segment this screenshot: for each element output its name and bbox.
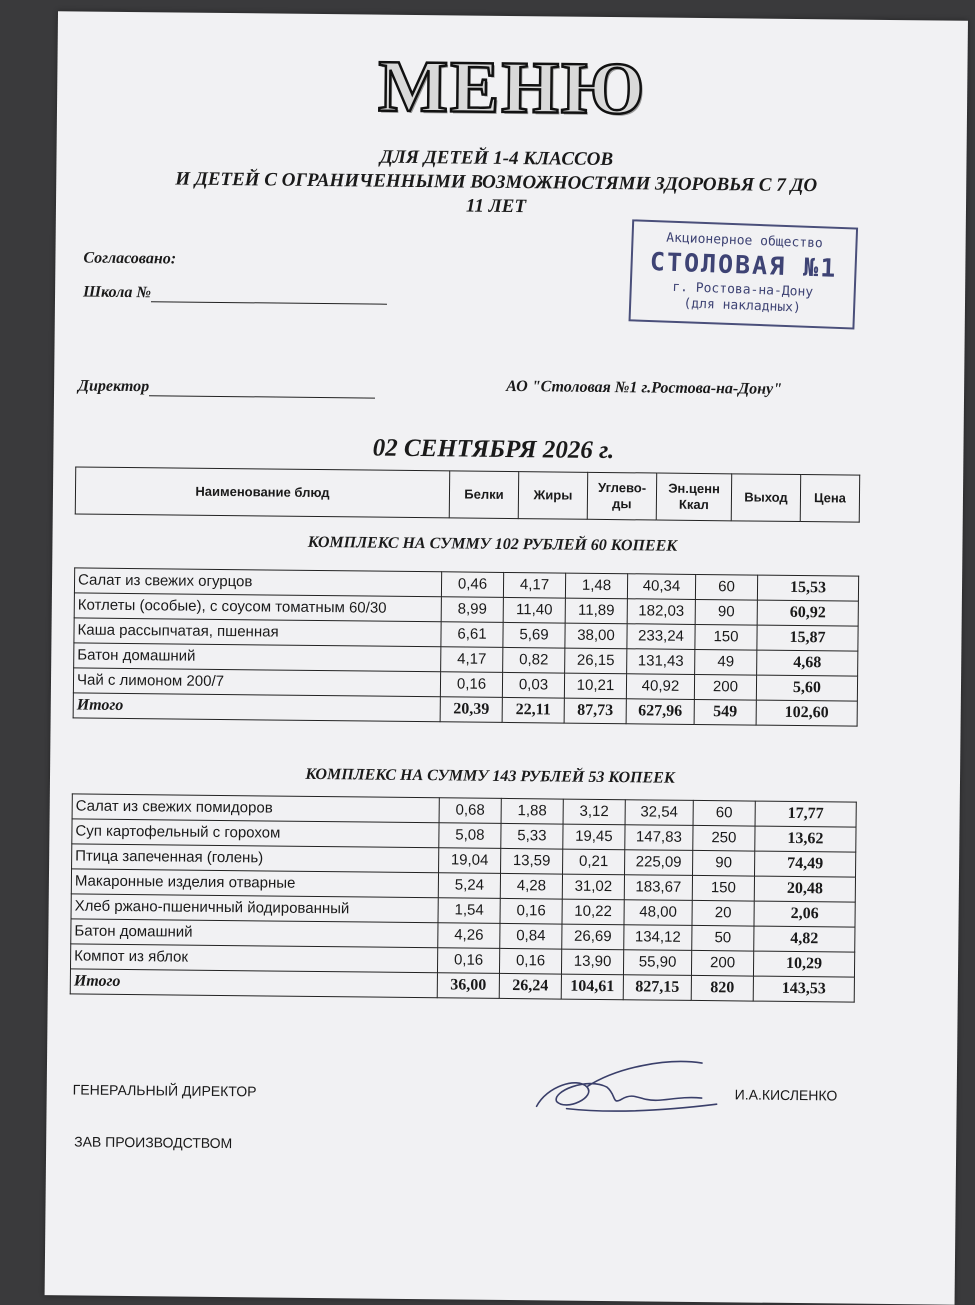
yield-cell: 90 (695, 599, 757, 625)
approved-label: Согласовано: (83, 249, 177, 268)
complex-2-title: КОМПЛЕКС НА СУММУ 143 РУБЛЕЙ 53 КОПЕЕК (305, 765, 675, 787)
stamp-line-4: (для накладных) (683, 296, 802, 316)
price-cell: 60,92 (757, 600, 858, 626)
dish-name-cell: Хлеб ржано-пшеничный йодированный (71, 894, 438, 923)
dish-name-cell: Суп картофельный с горохом (72, 819, 439, 848)
protein-cell: 4,26 (438, 923, 500, 949)
energy-cell: 182,03 (627, 599, 695, 625)
dish-name-cell: Салат из свежих огурцов (74, 568, 441, 597)
carbs-cell: 10,21 (564, 673, 626, 699)
yield-cell: 60 (693, 800, 755, 826)
energy-cell: 147,83 (625, 825, 693, 851)
price-cell: 102,60 (756, 700, 857, 726)
protein-cell: 6,61 (441, 622, 503, 648)
signature-stroke (537, 1060, 718, 1112)
protein-cell: 5,24 (438, 873, 500, 899)
price-cell: 20,48 (754, 876, 855, 902)
fat-cell: 5,33 (501, 823, 563, 849)
dish-name-cell: Чай с лимоном 200/7 (73, 668, 440, 697)
price-cell: 4,68 (757, 650, 858, 676)
stamp-line-2: СТОЛОВАЯ №1 (649, 247, 838, 283)
price-cell: 2,06 (754, 901, 855, 927)
col-protein: Белки (449, 471, 518, 519)
dish-name-cell: Макаронные изделия отварные (71, 869, 438, 898)
carbs-cell: 10,22 (562, 899, 624, 925)
fat-cell: 0,82 (503, 647, 565, 673)
protein-cell: 0,68 (439, 798, 501, 824)
director-label: Директор (78, 377, 150, 396)
price-cell: 143,53 (753, 976, 854, 1002)
director-blank-line (149, 395, 375, 398)
energy-cell: 55,90 (623, 950, 691, 976)
yield-cell: 90 (693, 850, 755, 876)
school-field (83, 284, 387, 305)
carbs-cell: 0,21 (563, 849, 625, 875)
dish-name-cell: Итого (70, 969, 437, 998)
price-cell: 5,60 (756, 675, 857, 701)
carbs-cell: 3,12 (563, 799, 625, 825)
energy-cell: 40,34 (627, 574, 695, 600)
dish-name-cell: Каша рассыпчатая, пшенная (74, 618, 441, 647)
complex-1-title: КОМПЛЕКС НА СУММУ 102 РУБЛЕЙ 60 КОПЕЕК (307, 533, 678, 555)
subtitle-line-1: ДЛЯ ДЕТЕЙ 1-4 КЛАССОВ (379, 146, 614, 171)
col-fat: Жиры (518, 472, 587, 520)
price-cell: 4,82 (754, 926, 855, 952)
yield-cell: 200 (691, 950, 753, 976)
complex-2-table (70, 793, 857, 1002)
company-line: АО "Столовая №1 г.Ростова-на-Дону" (506, 377, 783, 398)
carbs-cell: 26,15 (565, 648, 627, 674)
carbs-cell: 13,90 (561, 949, 623, 975)
yield-cell: 549 (694, 699, 756, 725)
protein-cell: 1,54 (438, 898, 500, 924)
director-field (78, 377, 375, 398)
production-head-label: ЗАВ ПРОИЗВОДСТВОМ (74, 1133, 233, 1152)
fat-cell: 4,28 (500, 873, 562, 899)
col-carbs (587, 472, 656, 520)
fat-cell: 11,40 (503, 597, 565, 623)
protein-cell: 4,17 (441, 647, 503, 673)
dish-name-cell: Батон домашний (74, 643, 441, 672)
protein-cell: 8,99 (441, 597, 503, 623)
protein-cell: 5,08 (439, 823, 501, 849)
dish-name-cell: Итого (73, 693, 440, 722)
price-cell: 13,62 (755, 826, 856, 852)
fat-cell: 0,16 (499, 948, 561, 974)
yield-cell: 20 (692, 900, 754, 926)
carbs-cell: 38,00 (565, 623, 627, 649)
protein-cell: 0,46 (441, 572, 503, 598)
subtitle-line-3: 11 ЛЕТ (465, 195, 527, 218)
fat-cell: 13,59 (501, 848, 563, 874)
yield-cell: 50 (692, 925, 754, 951)
price-cell: 10,29 (753, 951, 854, 977)
price-cell: 74,49 (755, 851, 856, 877)
energy-cell: 131,43 (627, 649, 695, 675)
energy-cell: 40,92 (626, 674, 694, 700)
carbs-cell: 104,61 (561, 974, 623, 1000)
protein-cell: 0,16 (437, 948, 499, 974)
carbs-cell: 11,89 (565, 598, 627, 624)
yield-cell: 200 (694, 674, 756, 700)
dish-name-cell: Котлеты (особые), с соусом томатным 60/30 (74, 593, 441, 622)
energy-cell: 134,12 (624, 925, 692, 951)
director-name: И.А.КИСЛЕНКО (734, 1086, 838, 1104)
complex-1-table (73, 567, 860, 726)
protein-cell: 0,16 (440, 672, 502, 698)
dish-name-cell: Батон домашний (71, 919, 438, 948)
fat-cell: 0,16 (500, 898, 562, 924)
yield-cell: 150 (695, 624, 757, 650)
column-header-table (75, 466, 860, 522)
dish-name-cell: Салат из свежих помидоров (72, 794, 439, 823)
fat-cell: 26,24 (499, 973, 561, 999)
school-blank-line (151, 301, 387, 304)
fat-cell: 1,88 (501, 798, 563, 824)
carbs-cell: 87,73 (564, 698, 626, 724)
protein-cell: 36,00 (437, 973, 499, 999)
energy-cell: 233,24 (627, 624, 695, 650)
yield-cell: 49 (695, 649, 757, 675)
col-carbs-line-1: Углево- (597, 479, 647, 496)
fat-cell: 5,69 (503, 622, 565, 648)
fat-cell: 4,17 (503, 572, 565, 598)
protein-cell: 19,04 (439, 848, 501, 874)
price-cell: 15,53 (757, 575, 858, 601)
yield-cell: 250 (693, 825, 755, 851)
col-energy (656, 473, 731, 521)
fat-cell: 0,84 (500, 923, 562, 949)
fat-cell: 0,03 (502, 672, 564, 698)
yield-cell: 820 (691, 975, 753, 1001)
col-yield: Выход (731, 474, 800, 522)
carbs-cell: 26,69 (562, 924, 624, 950)
col-name: Наименование блюд (75, 467, 449, 518)
general-director-label: ГЕНЕРАЛЬНЫЙ ДИРЕКТОР (72, 1081, 257, 1100)
stamp-line-1: Акционерное общество (666, 230, 824, 252)
energy-cell: 32,54 (625, 800, 693, 826)
signature (526, 1046, 727, 1128)
dish-name-cell: Компот из яблок (70, 944, 437, 973)
col-price: Цена (800, 475, 859, 523)
energy-cell: 225,09 (625, 850, 693, 876)
menu-date: 02 СЕНТЯБРЯ 2026 г. (372, 434, 615, 465)
menu-title: МЕНЮ (377, 45, 647, 131)
col-carbs-line-2: ды (612, 496, 632, 512)
stamp-line-3: г. Ростова-на-Дону (672, 279, 814, 300)
school-label: Школа № (82, 283, 152, 302)
protein-cell: 20,39 (440, 697, 502, 723)
fat-cell: 22,11 (502, 697, 564, 723)
col-energy-line-1: Эн.ценн (668, 480, 720, 497)
price-cell: 15,87 (757, 625, 858, 651)
price-cell: 17,77 (755, 801, 856, 827)
energy-cell: 48,00 (624, 900, 692, 926)
energy-cell: 183,67 (624, 875, 692, 901)
energy-cell: 627,96 (626, 699, 694, 725)
carbs-cell: 1,48 (565, 573, 627, 599)
subtitle-line-2: И ДЕТЕЙ С ОГРАНИЧЕННЫМИ ВОЗМОЖНОСТЯМИ ЗДОРОВЬЯ С 7 ДО (175, 168, 818, 197)
company-stamp (629, 219, 859, 329)
carbs-cell: 19,45 (563, 824, 625, 850)
yield-cell: 150 (692, 875, 754, 901)
menu-sheet (45, 11, 968, 1304)
col-energy-line-2: Ккал (678, 496, 709, 513)
energy-cell: 827,15 (623, 975, 691, 1001)
yield-cell: 60 (695, 574, 757, 600)
dish-name-cell: Птица запеченная (голень) (72, 844, 439, 873)
carbs-cell: 31,02 (562, 874, 624, 900)
